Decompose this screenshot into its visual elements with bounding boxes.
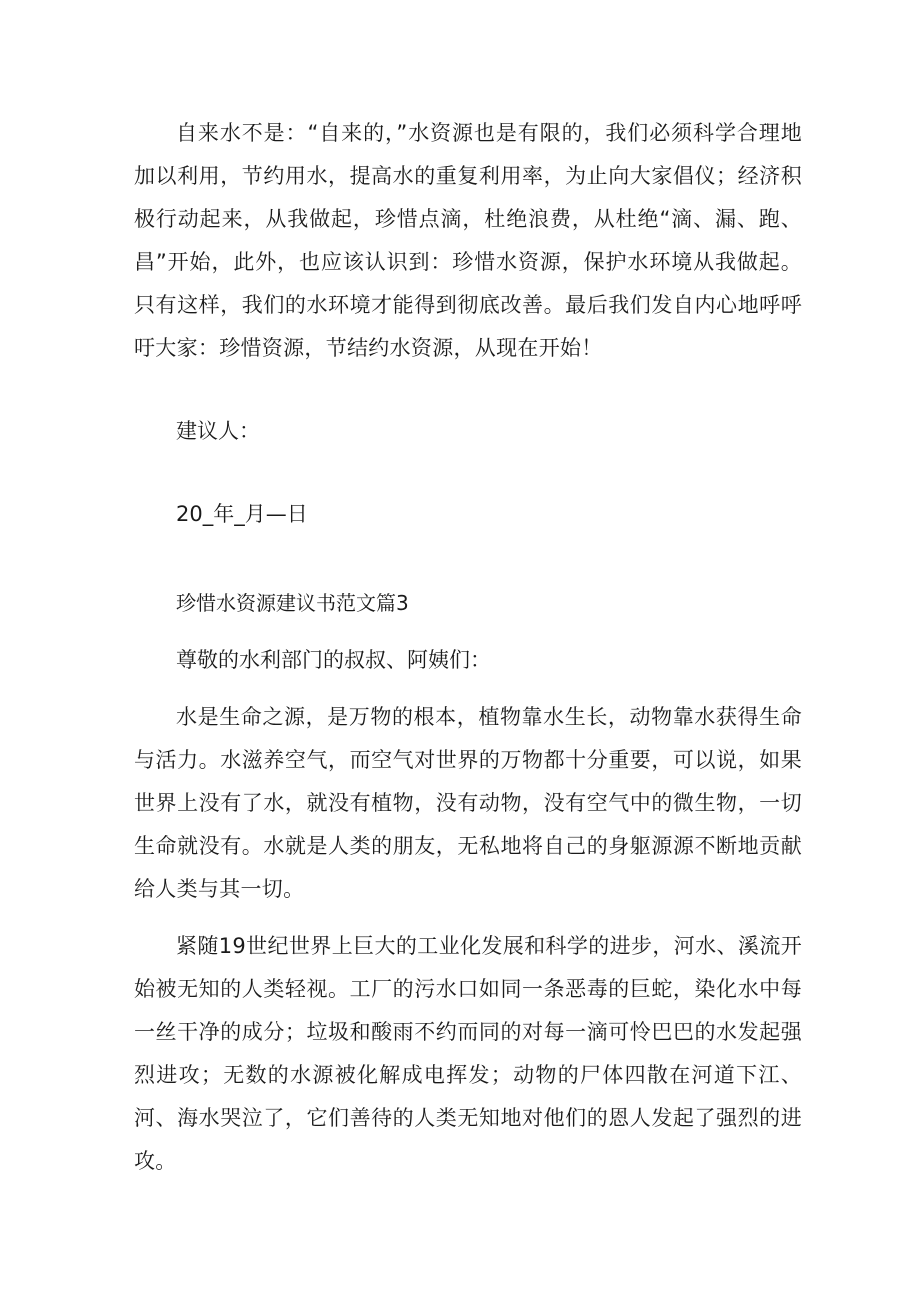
- paragraph-water-source-of-life: 水是生命之源，是万物的根本，植物靠水生长，动物靠水获得生命与活力。水滋养空气，而空气对世界的万物都十分重要，可以说，如果世界上没有了水，就没有植物，没有动物，没有空气中的微生物，一切生命就没有。水就是人类的朋友，无私地将自己的身躯源源不断地贡献给人类与其一切。: [134, 705, 802, 901]
- spacer: [134, 536, 802, 582]
- document-body: [134, 112, 802, 1183]
- spacer: [134, 453, 802, 493]
- paragraph-industrial-pollution: 紧随19世纪世界上巨大的工业化发展和科学的进步，河水、溪流开始被无知的人类轻视。工厂的污水口如同一条恶毒的巨蛇，染化水中每一丝干净的成分；垃圾和酸雨不约而同的对每一滴可怜巴巴的水发起强烈进攻；无数的水源被化解成电挥发；动物的尸体四散在河道下江、河、海水哭泣了，它们善待的人类无知地对他们的恩人发起了强烈的进攻。: [134, 934, 802, 1173]
- salutation-line: 尊敬的水利部门的叔叔、阿姨们：: [176, 648, 491, 672]
- section-title: 珍惜水资源建议书范文篇3: [176, 591, 409, 615]
- spacer: [134, 682, 802, 696]
- date-line: 20_年_月—日: [176, 502, 308, 526]
- paragraph-water-not-free: 自来水不是：“自来的，”水资源也是有限的，我们必须科学合理地加以利用，节约用水，提高水的重复利用率，为止向大家倡仪；经济积极行动起来，从我做起，珍惜点滴，杜绝浪费，从杜绝“滴、漏、跑、昌”开始，此外，也应该认识到：珍惜水资源，保护水环境从我做起。只有这样，我们的水环境才能得到彻底改善。最后我们发自内心地呼呼吁大家：珍惜资源，节结约水资源，从现在开始！: [134, 121, 802, 360]
- spacer: [134, 625, 802, 639]
- spacer: [134, 911, 802, 925]
- signature-line: 建议人：: [176, 419, 260, 443]
- spacer: [134, 370, 802, 410]
